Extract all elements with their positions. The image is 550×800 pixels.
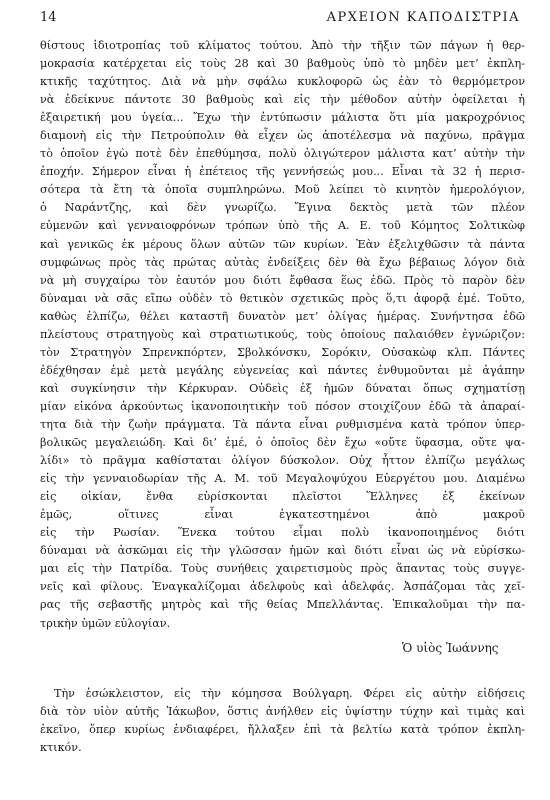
letter-line: διαμονὴ εἰς τὴν Πετρούπολιν θὰ εἶχεν ὡς ἀποτέλεσμα νὰ παχύνω, πρᾶγμα xyxy=(40,129,525,143)
closing-note xyxy=(40,685,525,757)
letter-line: νὰ μὴ συγχαίρω τὸν ἑαυτόν μου διότι ἔφθασα ἕως ἐδῶ. Πρὸς τὸ παρὸν δὲν xyxy=(40,273,525,287)
letter-line: κτικῆς ταχύτητος. Διὰ νὰ μὴν σφάλω κυκλοφορῶ ὡς ἐὰν τὸ θερμόμετρον xyxy=(40,75,525,89)
closing-line: κτικόν. xyxy=(40,741,82,755)
letter-line: ρας τῆς σεβαστῆς μητρὸς καὶ τῆς θείας Μπελλάντας. Ἐπικαλοῦμαι τὴν πα- xyxy=(40,598,525,612)
letter-line: τητα διὰ τὴν ζωὴν πράγματα. Τὰ πάντα εἶναι ρυθμισμένα κατὰ τρόπον ὑπερ- xyxy=(40,417,525,431)
page-header xyxy=(40,10,520,32)
signature: Ὁ υἱὸς Ἰωάννης xyxy=(402,641,499,655)
letter-line: σότερα τὰ ἔτη τὰ ὁποῖα συμπληρώνω. Μοῦ λείπει τὸ κινητὸν ἡμερολόγιον, xyxy=(40,183,525,197)
letter-line: ὁ Ναράντζης, καὶ δὲν γνωρίζω. Ἔγινα δεκτὸς μετὰ τῶν πλέον xyxy=(40,201,525,215)
page-number: 14 xyxy=(40,10,57,25)
letter-line: δύναμαι νὰ σᾶς εἴπω οὐδὲν τὸ θετικὸν σχετικῶς πρὸς ὅ,τι ἀφορᾷ ἐμέ. Τοῦτο, xyxy=(40,291,525,305)
closing-line: διὰ τὸν υἱὸν αὐτῆς Ἰάκωβον, ὅστις ἀνήλθεν εἰς ὑψίστην τύχην καὶ τιμὰς καὶ xyxy=(40,705,525,719)
closing-line: ἐκεῖνο, ὅπερ κυρίως ἐνδιαφέρει, ἤλλαξεν ἐπὶ τὰ βελτίω κατὰ τρόπον ἐκπλη- xyxy=(40,723,525,737)
letter-line: ἐποχήν. Σήμερον εἶναι ἡ ἐπέτειος τῆς γεννήσεώς μου... Εἶναι τὰ 32 ἡ περισ- xyxy=(40,165,525,179)
letter-line: δύναμαι νὰ ἀσκῶμαι εἰς τὴν γλῶσσαν ἡμῶν καὶ διότι εἶναι ὡς νὰ εὑρίσκω- xyxy=(40,544,525,558)
letter-line: μαι εἰς τὴν Πατρίδα. Τοὺς συνήθεις χαιρετισμοὺς πρὸς ἅπαντας τοὺς συγγε- xyxy=(40,562,525,576)
letter-line: τὸ ὁποῖον ἐγὼ ποτὲ δὲν ἐπεθύμησα, πολὺ ὀλιγώτερον μάλιστα κατ’ αὐτὴν τὴν xyxy=(40,147,525,161)
letter-line: τὸν Στρατηγὸν Σπρενκπόρτεν, Σβολκόνσκυ, Σορόκιν, Οὐσακὼφ κλπ. Πάντες xyxy=(40,345,525,359)
closing-line: Τὴν ἐσώκλειστον, εἰς τὴν κόμησσα Βούλγαρη. Φέρει εἰς αὐτὴν εἰδήσεις xyxy=(54,687,525,700)
letter-line: εἰς οἰκίαν, ἔνθα εὑρίσκονται πλεῖστοι Ἕλληνες ἐξ ἐκείνων xyxy=(40,490,525,504)
letter-line: βολικῶς μεγαλειώδη. Καὶ δι’ ἐμέ, ὁ ὁποῖος δὲν ἔχω «οὔτε ὕφασμα, οὔτε ψα- xyxy=(40,436,525,450)
letter-line: μίαν εἰκόνα ἀρκούντως ἱκανοποιητικὴν τοῦ πόσον στοιχίζουν ἐδῶ τὰ ἀπαραί- xyxy=(40,399,525,413)
running-head: ΑΡΧΕΙΟΝ ΚΑΠΟΔΙΣΤΡΙΑ xyxy=(326,10,520,25)
letter-line: τρικὴν ὑμῶν εὐλογίαν. xyxy=(40,616,171,630)
letter-line: νὰ ἐδείκνυε πάντοτε 30 βαθμοὺς καὶ εἰς τὴν μέθοδον αὐτὴν ὀφείλεται ἡ xyxy=(40,93,525,107)
letter-line: νεῖς καὶ φίλους. Ἐναγκαλίζομαι ἀδελφοὺς καὶ ἀδελφάς. Ἀσπάζομαι τὰς χεῖ- xyxy=(40,580,525,594)
letter-line: καὶ συγκίνησιν τὴν Κέρκυραν. Οὐδεὶς ἐξ ἡμῶν δύναται ὅπως σχηματίσῃ xyxy=(40,381,525,395)
letter-line: εὐμενῶν καὶ γενναιοφρόνων τρόπων ὑπὸ τῆς Α. Ε. τοῦ Κόμητος Σολτικὼφ xyxy=(40,219,525,233)
letter-line: ἐδέχθησαν ἐμὲ μετὰ μεγάλης εὐγενείας καὶ πάντες ἐνθυμοῦνται μὲ ἀγάπην xyxy=(40,363,525,377)
letter-line: εἰς τὴν γενναιοδωρίαν τῆς Α. Μ. τοῦ Μεγαλοψύχου Εὐεργέτου μου. Διαμένω xyxy=(40,472,525,486)
letter-line: μοκρασία κατέρχεται εἰς τοὺς 28 καὶ 30 βαθμοὺς ὑπὸ τὸ μηδὲν μετ’ ἐκπλη- xyxy=(40,57,525,71)
letter-line: καὶ γενικῶς ἐκ μέρους ὅλων αὐτῶν τῶν κυρίων. Ἐὰν ἐξελιχθῶσιν τὰ πάντα xyxy=(40,237,525,251)
letter-line: πλείστους στρατηγοὺς καὶ στρατιωτικούς, τοὺς ὁποίους παλαιόθεν ἐγνώριζον: xyxy=(40,327,525,341)
letter-line: ἐξαιρετική μου ὑγεία... Ἔχω τὴν ἐντύπωσιν μάλιστα ὅτι μία μακροχρόνιος xyxy=(40,111,525,125)
letter-line: εἰς τὴν Ρωσίαν. Ἕνεκα τούτου εἶμαι πολὺ ἱκανοποιημένος διότι xyxy=(40,526,525,540)
letter-line: θίστους ἰδιοτροπίας τοῦ κλίματος τούτου. Ἀπὸ τὴν τῆξιν τῶν πάγων ἡ θερ- xyxy=(40,39,525,52)
letter-line: καθὼς ἐλπίζω, θέλει καταστῆ δυνατὸν μετ’ ὀλίγας ἡμέρας. Συνήντησα ἐδῶ xyxy=(40,309,525,323)
letter-body xyxy=(40,37,525,633)
letter-line: λίδι» τὸ πρᾶγμα καθίσταται ὀλίγον δύσκολον. Οὐχ ἧττον ἐλπίζω μεγάλως xyxy=(40,454,525,468)
letter-line: ἐμῶς, οἵτινες εἶναι ἐγκατεστημένοι ἀπὸ μακροῦ xyxy=(40,508,525,522)
letter-line: συμφώνως πρὸς τὰς πρώτας αὐτὰς ἐνδείξεις δὲν θὰ ἔχω βέβαιως λόγον διὰ xyxy=(40,255,525,269)
